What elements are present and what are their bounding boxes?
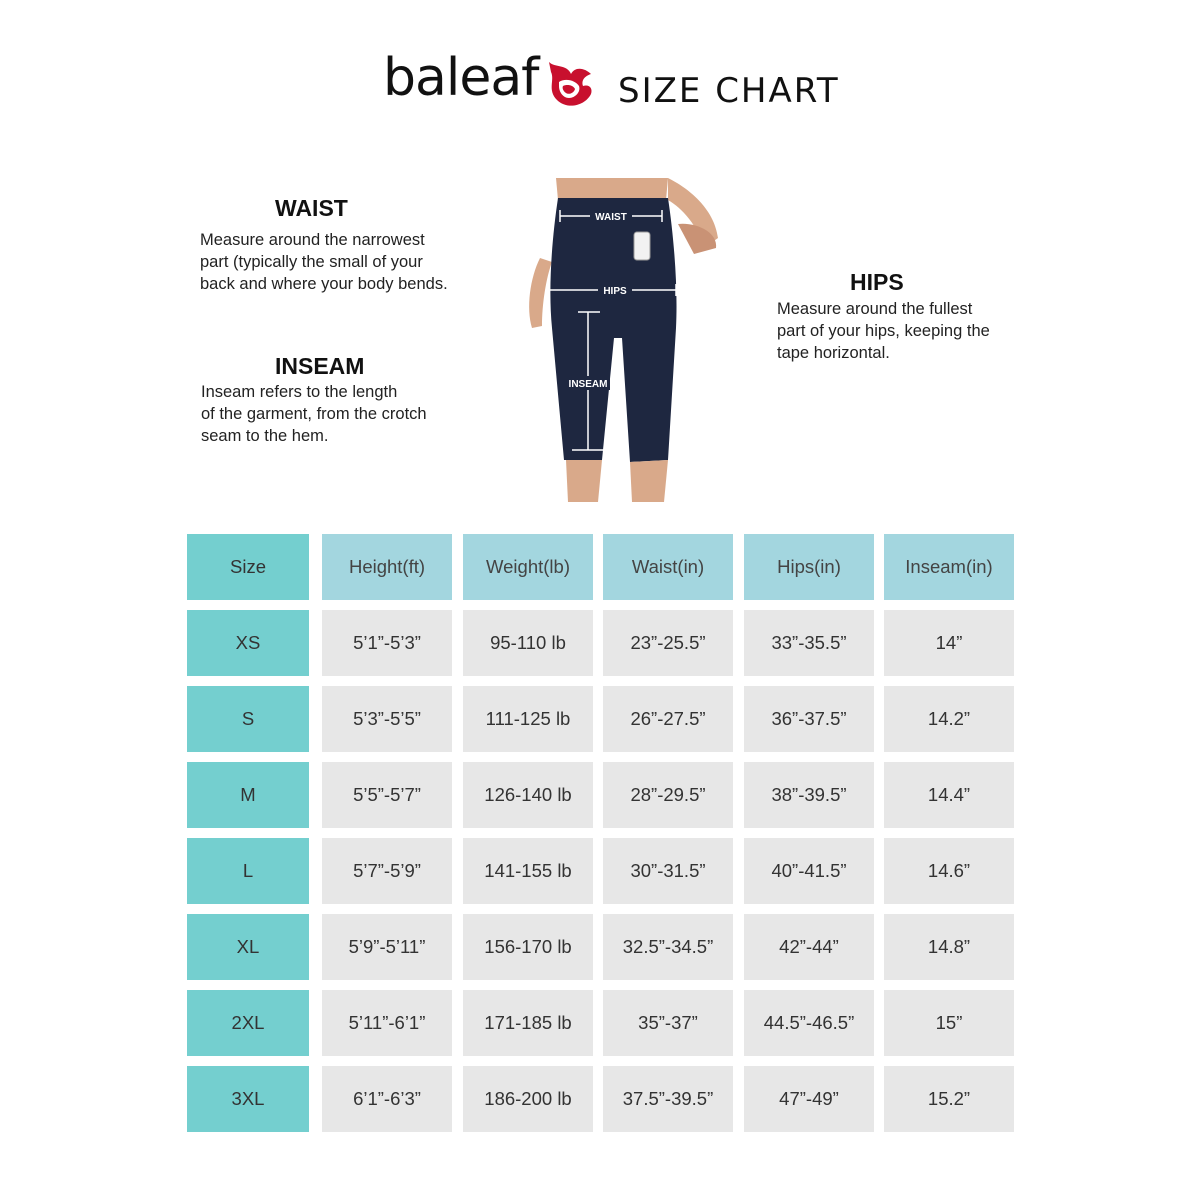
table-cell: 35”-37” <box>603 990 733 1056</box>
table-cell: 36”-37.5” <box>744 686 874 752</box>
table-cell: 5’11”-6’1” <box>322 990 452 1056</box>
table-header-cell: Waist(in) <box>603 534 733 600</box>
baleaf-logo-icon <box>541 56 597 112</box>
table-header-cell: Inseam(in) <box>884 534 1014 600</box>
table-cell: 40”-41.5” <box>744 838 874 904</box>
leg-left-skin <box>566 460 602 502</box>
table-cell: 33”-35.5” <box>744 610 874 676</box>
table-cell: 14.2” <box>884 686 1014 752</box>
page-title: SIZE CHART <box>618 71 840 111</box>
hips-description-line: tape horizontal. <box>777 344 890 362</box>
table-header-cell: Hips(in) <box>744 534 874 600</box>
waist-description-line: back and where your body bends. <box>200 275 448 293</box>
figure-label-hips: HIPS <box>603 286 627 297</box>
inseam-description-line: of the garment, from the crotch <box>201 405 427 423</box>
phone-in-pocket <box>634 232 650 260</box>
table-cell: 5’3”-5’5” <box>322 686 452 752</box>
table-cell: 5’1”-5’3” <box>322 610 452 676</box>
table-cell: 5’7”-5’9” <box>322 838 452 904</box>
table-cell: 5’5”-5’7” <box>322 762 452 828</box>
torso-skin <box>556 178 668 200</box>
inseam-description-line: seam to the hem. <box>201 427 329 445</box>
table-cell: 14.4” <box>884 762 1014 828</box>
size-label-cell: XS <box>187 610 309 676</box>
size-label-cell: 2XL <box>187 990 309 1056</box>
table-cell: 5’9”-5’11” <box>322 914 452 980</box>
waist-description <box>200 229 490 295</box>
size-label-cell: 3XL <box>187 1066 309 1132</box>
table-cell: 186-200 lb <box>463 1066 593 1132</box>
table-cell: 38”-39.5” <box>744 762 874 828</box>
table-cell: 14” <box>884 610 1014 676</box>
table-header-cell: Size <box>187 534 309 600</box>
inseam-description-line: Inseam refers to the length <box>201 383 398 401</box>
size-label-cell: M <box>187 762 309 828</box>
table-cell: 28”-29.5” <box>603 762 733 828</box>
table-cell: 6’1”-6’3” <box>322 1066 452 1132</box>
table-cell: 14.8” <box>884 914 1014 980</box>
inseam-heading: INSEAM <box>275 353 365 379</box>
table-cell: 95-110 lb <box>463 610 593 676</box>
waist-description-line: Measure around the narrowest <box>200 231 425 249</box>
leg-right-skin <box>630 460 668 502</box>
table-cell: 156-170 lb <box>463 914 593 980</box>
table-cell: 23”-25.5” <box>603 610 733 676</box>
brand-wordmark: baleaf <box>383 48 539 108</box>
leggings <box>550 198 676 462</box>
table-cell: 171-185 lb <box>463 990 593 1056</box>
table-header-cell: Height(ft) <box>322 534 452 600</box>
table-cell: 141-155 lb <box>463 838 593 904</box>
hips-description <box>777 298 1027 364</box>
table-cell: 14.6” <box>884 838 1014 904</box>
table-cell: 126-140 lb <box>463 762 593 828</box>
inseam-description <box>201 381 471 447</box>
table-cell: 44.5”-46.5” <box>744 990 874 1056</box>
size-label-cell: S <box>187 686 309 752</box>
waist-description-line: part (typically the small of your <box>200 253 423 271</box>
hips-description-line: part of your hips, keeping the <box>777 322 990 340</box>
waist-heading: WAIST <box>275 195 348 221</box>
table-cell: 37.5”-39.5” <box>603 1066 733 1132</box>
table-cell: 15.2” <box>884 1066 1014 1132</box>
table-cell: 111-125 lb <box>463 686 593 752</box>
table-cell: 26”-27.5” <box>603 686 733 752</box>
table-cell: 30”-31.5” <box>603 838 733 904</box>
hips-description-line: Measure around the fullest <box>777 300 973 318</box>
hips-heading: HIPS <box>850 269 904 295</box>
table-cell: 42”-44” <box>744 914 874 980</box>
figure-label-waist: WAIST <box>595 212 627 223</box>
figure-label-inseam: INSEAM <box>568 379 608 390</box>
table-cell: 15” <box>884 990 1014 1056</box>
table-header-cell: Weight(lb) <box>463 534 593 600</box>
table-cell: 47”-49” <box>744 1066 874 1132</box>
table-cell: 32.5”-34.5” <box>603 914 733 980</box>
leggings-measurement-figure <box>518 178 730 504</box>
size-label-cell: XL <box>187 914 309 980</box>
size-label-cell: L <box>187 838 309 904</box>
